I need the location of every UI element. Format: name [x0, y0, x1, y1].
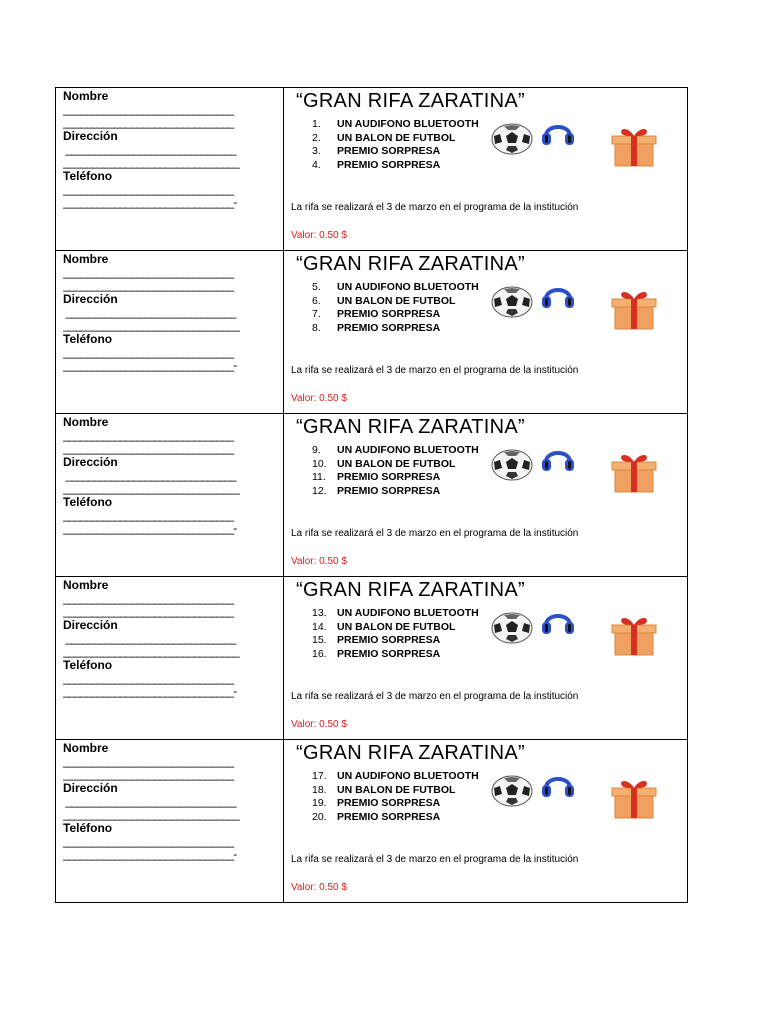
raffle-date-note: La rifa se realizará el 3 de marzo en el programa de la institución [291, 202, 579, 213]
name-label: Nombre [63, 252, 109, 266]
prize-item: 4. PREMIO SORPRESA [312, 158, 441, 171]
address-label: Dirección [63, 618, 118, 632]
raffle-date-note: La rifa se realizará el 3 de marzo en el programa de la institución [291, 854, 579, 865]
ticket-price: Valor: 0.50 $ [291, 882, 347, 893]
name-fill-line[interactable]: ______________________________ [63, 429, 234, 442]
prize-item: 19. PREMIO SORPRESA [312, 797, 441, 809]
address-fill-line[interactable]: ______________________________ [63, 469, 236, 482]
ticket-body [284, 88, 687, 250]
prize-item: 7. PREMIO SORPRESA [312, 308, 441, 320]
prize-item: 18. UN BALON DE FUTBOL [312, 783, 456, 796]
ticket-price: Valor: 0.50 $ [291, 393, 347, 404]
prize-item: 2. UN BALON DE FUTBOL [312, 131, 456, 144]
prize-item: 8. PREMIO SORPRESA [312, 321, 441, 334]
ticket-price: Valor: 0.50 $ [291, 230, 347, 241]
prize-item: 14. UN BALON DE FUTBOL [312, 620, 456, 633]
raffle-sheet [55, 87, 688, 903]
name-fill-line[interactable]: ______________________________ [63, 103, 234, 116]
prize-list [312, 607, 479, 661]
address-fill-line[interactable]: ______________________________ [63, 306, 236, 319]
phone-fill-line[interactable]: ______________________________- [63, 848, 237, 861]
gift-box-icon [610, 776, 658, 820]
raffle-date-note: La rifa se realizará el 3 de marzo en el programa de la institución [291, 365, 579, 376]
prize-list [312, 770, 479, 824]
phone-fill-line[interactable]: ______________________________ [63, 346, 234, 359]
prize-item: 6. UN BALON DE FUTBOL [312, 294, 456, 307]
name-fill-line[interactable]: ______________________________ [63, 605, 234, 618]
soccer-ball-icon [490, 448, 534, 482]
name-fill-line[interactable]: ______________________________ [63, 279, 234, 292]
gift-box-icon [610, 124, 658, 168]
prize-item: 15. PREMIO SORPRESA [312, 634, 441, 646]
raffle-date-note: La rifa se realizará el 3 de marzo en el programa de la institución [291, 528, 579, 539]
name-fill-line[interactable]: ______________________________ [63, 768, 234, 781]
prize-item: 9. UN AUDIFONO BLUETOOTH [312, 444, 479, 456]
prize-item: 10. UN BALON DE FUTBOL [312, 457, 456, 470]
soccer-ball-icon [490, 611, 534, 645]
ticket-stub [56, 88, 284, 250]
headphones-icon [540, 118, 576, 148]
phone-label: Teléfono [63, 495, 113, 509]
name-fill-line[interactable]: ______________________________ [63, 592, 234, 605]
raffle-title: “GRAN RIFA ZARATINA” [296, 416, 525, 438]
phone-fill-line[interactable]: ______________________________- [63, 685, 237, 698]
address-fill-line[interactable]: _______________________________ [63, 319, 239, 332]
name-fill-line[interactable]: ______________________________ [63, 442, 234, 455]
phone-fill-line[interactable]: ______________________________ [63, 183, 234, 196]
address-fill-line[interactable]: _______________________________ [63, 482, 239, 495]
headphones-icon [540, 444, 576, 474]
phone-fill-line[interactable]: ______________________________ [63, 835, 234, 848]
raffle-title: “GRAN RIFA ZARATINA” [296, 90, 525, 112]
address-fill-line[interactable]: ______________________________ [63, 143, 236, 156]
ticket-stub [56, 740, 284, 902]
address-label: Dirección [63, 129, 118, 143]
phone-fill-line[interactable]: ______________________________- [63, 196, 237, 209]
raffle-title: “GRAN RIFA ZARATINA” [296, 253, 525, 275]
address-fill-line[interactable]: _______________________________ [63, 645, 239, 658]
gift-box-icon [610, 287, 658, 331]
raffle-title: “GRAN RIFA ZARATINA” [296, 742, 525, 764]
raffle-title: “GRAN RIFA ZARATINA” [296, 579, 525, 601]
prize-item: 11. PREMIO SORPRESA [312, 471, 441, 483]
address-fill-line[interactable]: _______________________________ [63, 156, 239, 169]
prize-item: 3. PREMIO SORPRESA [312, 145, 441, 157]
prize-item: 1. UN AUDIFONO BLUETOOTH [312, 118, 479, 130]
address-fill-line[interactable]: _______________________________ [63, 808, 239, 821]
raffle-ticket [56, 740, 687, 903]
address-label: Dirección [63, 781, 118, 795]
raffle-ticket [56, 251, 687, 414]
ticket-stub [56, 577, 284, 739]
raffle-ticket [56, 414, 687, 577]
address-label: Dirección [63, 455, 118, 469]
raffle-date-note: La rifa se realizará el 3 de marzo en el programa de la institución [291, 691, 579, 702]
ticket-body [284, 577, 687, 739]
soccer-ball-icon [490, 774, 534, 808]
prize-list [312, 444, 479, 498]
name-label: Nombre [63, 741, 109, 755]
ticket-price: Valor: 0.50 $ [291, 719, 347, 730]
prize-list [312, 281, 479, 335]
phone-fill-line[interactable]: ______________________________- [63, 522, 237, 535]
ticket-stub [56, 414, 284, 576]
soccer-ball-icon [490, 122, 534, 156]
ticket-body [284, 251, 687, 413]
prize-item: 13. UN AUDIFONO BLUETOOTH [312, 607, 479, 619]
prize-item: 17. UN AUDIFONO BLUETOOTH [312, 770, 479, 782]
address-fill-line[interactable]: ______________________________ [63, 632, 236, 645]
name-label: Nombre [63, 89, 109, 103]
phone-fill-line[interactable]: ______________________________ [63, 672, 234, 685]
name-fill-line[interactable]: ______________________________ [63, 116, 234, 129]
headphones-icon [540, 607, 576, 637]
prize-item: 16. PREMIO SORPRESA [312, 647, 441, 660]
prize-item: 5. UN AUDIFONO BLUETOOTH [312, 281, 479, 293]
gift-box-icon [610, 450, 658, 494]
ticket-price: Valor: 0.50 $ [291, 556, 347, 567]
ticket-body [284, 414, 687, 576]
name-label: Nombre [63, 415, 109, 429]
prize-item: 12. PREMIO SORPRESA [312, 484, 441, 497]
ticket-body [284, 740, 687, 902]
headphones-icon [540, 770, 576, 800]
headphones-icon [540, 281, 576, 311]
phone-fill-line[interactable]: ______________________________- [63, 359, 237, 372]
address-label: Dirección [63, 292, 118, 306]
name-label: Nombre [63, 578, 109, 592]
gift-box-icon [610, 613, 658, 657]
name-fill-line[interactable]: ______________________________ [63, 755, 234, 768]
phone-label: Teléfono [63, 658, 113, 672]
phone-label: Teléfono [63, 821, 113, 835]
raffle-ticket [56, 88, 687, 251]
prize-list [312, 118, 479, 172]
phone-fill-line[interactable]: ______________________________ [63, 509, 234, 522]
phone-label: Teléfono [63, 332, 113, 346]
raffle-ticket [56, 577, 687, 740]
prize-item: 20. PREMIO SORPRESA [312, 810, 441, 823]
name-fill-line[interactable]: ______________________________ [63, 266, 234, 279]
ticket-stub [56, 251, 284, 413]
address-fill-line[interactable]: ______________________________ [63, 795, 236, 808]
phone-label: Teléfono [63, 169, 113, 183]
soccer-ball-icon [490, 285, 534, 319]
